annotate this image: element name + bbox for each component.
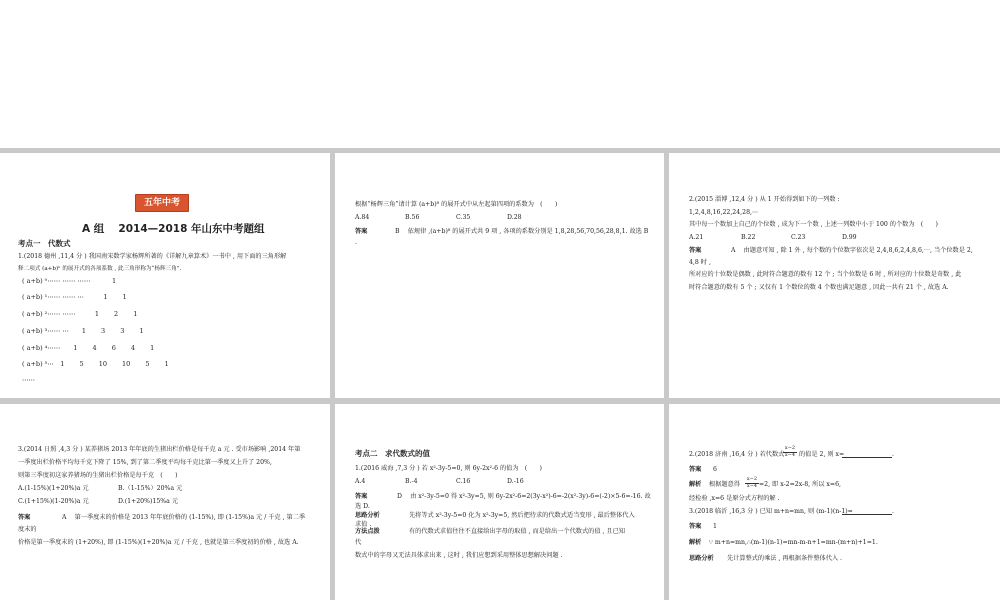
q3-line2: 一季度出栏价格平均每千克下降了 15%, 到了第二季度平均每千克比第一季度又上升了 20%, xyxy=(18,459,272,466)
answer-text: 所对应的十位数是偶数 , 此时符合题意的数有 12 个 ; 当个位数是 6 时 , 所对应的十位数是奇数 , 此 xyxy=(689,271,962,278)
option-b: B.（1-15%）20%a 元 xyxy=(118,485,183,492)
fraction-numerator: x−2 xyxy=(784,445,796,451)
method-text: 数式中的字母又无法具体求出来 , 这时 , 我们应想到采用整体思想解决问题 . xyxy=(355,552,563,559)
q1-line2: 释二项式 (a+b)ⁿ 的展开式的各项系数 , 此三角形称为“杨辉三角”. xyxy=(18,266,182,272)
method-text: 有的代数式求值往往不直接给出字母的取值 , 而是给出一个代数式的值 , 且已知 xyxy=(409,528,625,535)
badge-five-year: 五年中考 xyxy=(135,194,189,212)
option-c: C.(1+15%)(1-20%)a 元 xyxy=(18,498,89,505)
triangle-row: ( a+b) ²⋯⋯ ⋯⋯ 1 2 1 xyxy=(22,310,138,318)
option-d: D.(1+20%)15%a 元 xyxy=(118,498,179,505)
q2-prefix: 2.(2018 济南 ,16,4 分 ) 若代数式 xyxy=(689,451,785,458)
answer-label: 答案 xyxy=(689,247,702,254)
answer-label: 答案 xyxy=(355,493,368,500)
triangle-row: ( a+b) ¹⋯⋯ ⋯⋯ ⋯ 1 1 xyxy=(22,293,127,301)
answer-text-end: . xyxy=(355,239,357,246)
jiexi-label: 解析 xyxy=(689,539,702,546)
q2-end: . xyxy=(892,451,894,458)
answer-value: 1 xyxy=(713,523,717,530)
slide-1 xyxy=(0,153,330,398)
answer-label: 答案 xyxy=(689,466,702,473)
triangle-row: ( a+b) ⁴⋯⋯ 1 4 6 4 1 xyxy=(22,344,155,352)
fraction xyxy=(745,477,759,489)
fraction-denominator: x−4 xyxy=(784,451,796,458)
q3-line3: 则第三季度初这家养猪场的生猪出栏价格是每千克 ( ) xyxy=(18,472,178,479)
fraction-numerator: x−2 xyxy=(746,476,758,482)
answer-blank xyxy=(842,451,892,461)
slide-3 xyxy=(669,153,1000,398)
slide-5 xyxy=(335,404,664,600)
method-text: 代 xyxy=(355,539,362,546)
answer-label: 答案 xyxy=(18,514,31,521)
triangle-row: ( a+b) ⁵⋯ 1 5 10 10 5 1 xyxy=(22,360,169,368)
think-label: 思路分析 xyxy=(355,512,380,519)
answer-value: 6 xyxy=(713,466,717,473)
answer-blank xyxy=(842,508,892,518)
q3-end: . xyxy=(892,508,894,515)
option-a: A.21 xyxy=(689,234,704,241)
think-text-end: 求值 . xyxy=(355,521,372,528)
triangle-row: ( a+b) ⁰⋯⋯ ⋯⋯ ⋯⋯ 1 xyxy=(22,277,117,285)
think-text: 先将等式 x²-3y-5=0 化为 x²-3y=5, 然后把待求的代数式适当变形 , 最后整体代入 xyxy=(409,512,635,519)
answer-label: 答案 xyxy=(689,523,702,530)
jiexi-prefix: 根据题意得 xyxy=(709,481,740,488)
slide-6 xyxy=(669,404,1000,600)
answer-text: 价格是第一季度末的 (1+20%), 即 (1-15%)(1+20%)a 元 / 千克 , 也就是第三季度初的价格 , 故选 A. xyxy=(18,539,299,546)
jiexi-label: 解析 xyxy=(689,481,702,488)
answer-text: A 由题意可知 , 除 1 外 , 每个数的个位数字依次是 2,4,8,6,2,4,8,6,⋯, 当个位数是 2, xyxy=(731,247,973,254)
triangle-ellipsis: ⋯⋯ xyxy=(22,376,35,384)
section-heading-1: 考点一 代数式 xyxy=(18,239,71,248)
option-b: B.22 xyxy=(741,234,756,241)
q2-line3: 其中每一个数加上自己的个位数 , 成为下一个数 , 上述一列数中小于 100 的个数为 ( ) xyxy=(689,221,938,228)
q1-continued: 根据“杨辉三角”请计算 (a+b)⁸ 的展开式中从左起第四项的系数为 ( ) xyxy=(355,201,558,208)
jiexi-text: ∵ m+n=mn,∴(m-1)(n-1)=mn-m-n+1=mn-(m+n)+1=1. xyxy=(709,539,878,546)
option-a: A.84 xyxy=(355,214,370,221)
q2-suffix: 的值是 2, 则 x= xyxy=(799,451,845,458)
option-d: D.99 xyxy=(842,234,857,241)
option-d: D.-16 xyxy=(507,478,524,485)
answer-text: 度末的 xyxy=(18,526,37,533)
triangle-row: ( a+b) ³⋯⋯ ⋯ 1 3 3 1 xyxy=(22,327,144,335)
page-title: A 组 2014—2018 年山东中考题组 xyxy=(82,223,265,235)
option-c: C.16 xyxy=(456,478,471,485)
jiexi-line2: 经检验 ,x=6 是原分式方程的解 . xyxy=(689,495,780,502)
fraction-denominator: x−4 xyxy=(746,482,758,489)
q2-sequence: 1,2,4,8,16,22,24,28,⋯ xyxy=(689,209,759,216)
q1-line1: 1.(2016 威海 ,7,3 分 ) 若 x²-3y-5=0, 则 6y-2x²-6 的值为 ( ) xyxy=(355,465,542,472)
think-text: 先计算整式的乘法 , 再根据条件整体代入 . xyxy=(727,555,843,562)
answer-text: 4,8 时 , xyxy=(689,259,711,266)
method-label: 方法点拨 xyxy=(355,528,380,535)
think-label: 思路分析 xyxy=(689,555,714,562)
option-a: A.4 xyxy=(355,478,366,485)
answer-text: 时符合题意的数有 5 个 ; 又仅有 1 个数位的数 4 个数也满足题意 , 因此一共有 21 个 , 故选 A. xyxy=(689,284,949,291)
fraction xyxy=(783,446,797,458)
option-c: C.35 xyxy=(456,214,471,221)
option-d: D.28 xyxy=(507,214,522,221)
answer-text: B 依规律 ,(a+b)⁸ 的展开式共 9 项 , 各项的系数分别是 1,8,28,56,70,56,28,8,1. 故选 B xyxy=(395,228,649,235)
q2-line1: 2.(2015 淄博 ,12,4 分 ) 从 1 开始得到如下的一列数 : xyxy=(689,196,840,203)
option-a: A.(1-15%)(1+20%)a 元 xyxy=(18,485,89,492)
q1-line1: 1.(2018 德州 ,11,4 分 ) 我国南宋数学家杨辉所著的《详解九章算术》一书中 , 用下面的三角形解 xyxy=(18,253,287,260)
option-b: B.-4 xyxy=(405,478,418,485)
q3-line: 3.(2018 临沂 ,16,3 分 ) 已知 m+n=mn, 则 (m-1)(n-1)= xyxy=(689,508,853,515)
answer-text: A 第一季度末的价格是 2013 年年底价格的 (1-15%), 即 (1-15%)a 元 / 千克 , 第二季 xyxy=(62,514,306,521)
option-c: C.23 xyxy=(791,234,806,241)
answer-label: 答案 xyxy=(355,228,368,235)
answer-text-end: 选 D. xyxy=(355,503,370,510)
section-heading-2: 考点二 求代数式的值 xyxy=(355,449,430,458)
answer-text: D 由 x²-3y-5=0 得 x²-3y=5, 则 6y-2x²-6=2(3y-x²)-6=-2(x²-3y)-6=(-2)×5-6=-16. 故 xyxy=(397,493,651,500)
jiexi-suffix: =2, 即 x-2=2x-8, 所以 x=6, xyxy=(759,481,841,488)
slide-4 xyxy=(0,404,330,600)
slide-2 xyxy=(335,153,664,398)
option-b: B.56 xyxy=(405,214,420,221)
q3-line1: 3.(2014 日照 ,4,3 分 ) 某养猪场 2013 年年底的生猪出栏价格是每千克 a 元 . 受市场影响 ,2014 年第 xyxy=(18,446,301,453)
